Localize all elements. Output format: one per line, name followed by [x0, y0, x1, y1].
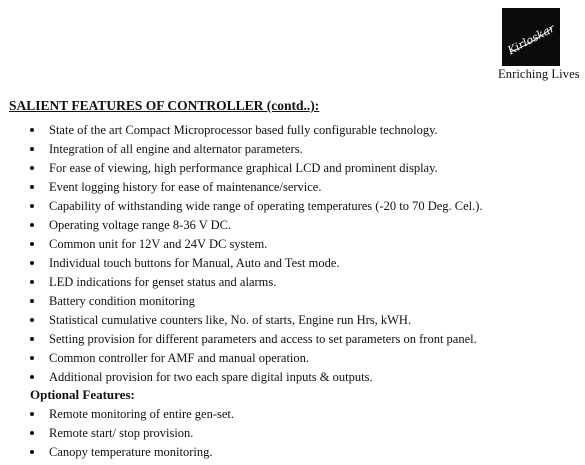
feature-text: Common controller for AMF and manual operation.: [49, 351, 310, 365]
feature-text: Operating voltage range 8-36 V DC.: [49, 218, 232, 232]
bullet-icon: [30, 450, 34, 454]
feature-text: Integration of all engine and alternator parameters.: [49, 142, 303, 156]
bullet-icon: [30, 242, 34, 246]
feature-text: Individual touch buttons for Manual, Auto and Test mode.: [49, 256, 340, 270]
bullet-icon: [30, 280, 34, 284]
feature-text: Statistical cumulative counters like, No. of starts, Engine run Hrs, kWH.: [49, 313, 412, 327]
feature-text: For ease of viewing, high performance graphical LCD and prominent display.: [49, 161, 438, 175]
bullet-icon: [30, 223, 34, 227]
section-heading: SALIENT FEATURES OF CONTROLLER (contd..):: [9, 98, 320, 113]
optional-feature-text: Canopy temperature monitoring.: [49, 445, 213, 459]
feature-text: LED indications for genset status and alarms.: [49, 275, 277, 289]
optional-features-heading: Optional Features:: [30, 387, 135, 402]
feature-text: Common unit for 12V and 24V DC system.: [49, 237, 268, 251]
optional-feature-text: Remote start/ stop provision.: [49, 426, 194, 440]
feature-text: Setting provision for different parameters and access to set parameters on front panel.: [49, 332, 477, 346]
bullet-icon: [30, 299, 34, 303]
bullet-icon: [30, 356, 34, 360]
logo-script-text: Kirloskar: [505, 21, 557, 58]
feature-text: Capability of withstanding wide range of operating temperatures (-20 to 70 Deg. Cel.).: [49, 199, 483, 213]
bullet-icon: [30, 375, 34, 379]
feature-text: State of the art Compact Microprocessor based fully configurable technology.: [49, 123, 438, 137]
bullet-icon: [30, 337, 34, 341]
optional-feature-text: Remote monitoring of entire gen-set.: [49, 407, 235, 421]
bullet-icon: [30, 318, 34, 322]
kirloskar-logo-mark: [502, 8, 560, 66]
feature-text: Battery condition monitoring: [49, 294, 195, 308]
bullet-icon: [30, 147, 34, 151]
bullet-icon: [30, 261, 34, 265]
feature-text: Event logging history for ease of maintenance/service.: [49, 180, 322, 194]
bullet-icon: [30, 204, 34, 208]
bullet-icon: [30, 128, 34, 132]
bullet-icon: [30, 412, 34, 416]
bullet-icon: [30, 166, 34, 170]
kirloskar-logo: [502, 8, 560, 66]
bullet-icon: [30, 431, 34, 435]
feature-text: Additional provision for two each spare digital inputs & outputs.: [49, 370, 373, 384]
bullet-icon: [30, 185, 34, 189]
tagline: Enriching Lives: [498, 67, 580, 81]
